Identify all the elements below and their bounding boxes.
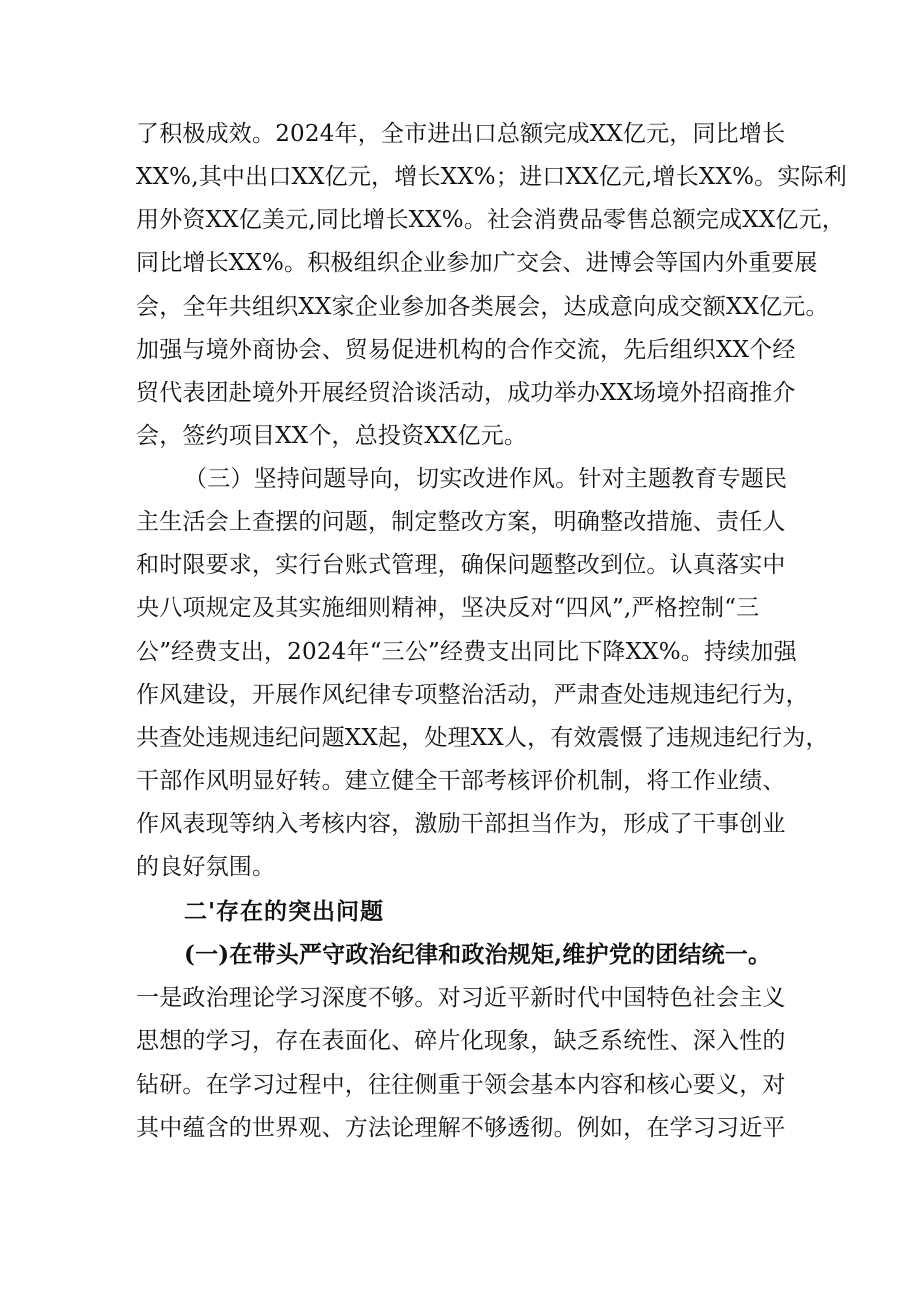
paragraph-line: 思想的学习，存在表面化、碎片化现象，缺乏系统性、深入性的 xyxy=(136,1028,786,1054)
paragraph-line: 的良好氛围。 xyxy=(136,854,276,880)
subsection-heading: (一)在带头严守政治纪律和政治规矩,维护党的团结统一。 xyxy=(184,941,772,968)
paragraph-line: 主生活会上查摆的问题，制定整改方案，明确整改措施、责任人 xyxy=(136,509,786,535)
paragraph-line: 同比增长XX%。积极组织企业参加广交会、进博会等国内外重要展 xyxy=(136,250,818,276)
paragraph-line: 了积极成效。2024年，全市进出口总额完成XX亿元，同比增长 xyxy=(136,121,786,147)
paragraph-line: 作风建设，开展作风纪律专项整治活动，严肃查处违规违纪行为， xyxy=(136,682,809,708)
paragraph-line: 加强与境外商协会、贸易促进机构的合作交流，先后组织XX个经 xyxy=(136,337,796,363)
paragraph-line: 和时限要求，实行台账式管理，确保问题整改到位。认真落实中 xyxy=(136,552,786,578)
section-heading: 二'存在的突出问题 xyxy=(184,898,385,925)
paragraph-line: 贸代表团赴境外开展经贸洽谈活动，成功举办XX场境外招商推介 xyxy=(136,380,796,406)
paragraph-line: 共查处违规违纪问题XX起，处理XX人，有效震慑了违规违纪行为， xyxy=(136,725,829,751)
paragraph-line: 会，全年共组织XX家企业参加各类展会，达成意向成交额XX亿元。 xyxy=(136,294,829,320)
section-three-first-line: （三）坚持问题导向，切实改进作风。针对主题教育专题民 xyxy=(184,466,788,492)
paragraph-line: 用外资XX亿美元,同比增长XX%。社会消费品零售总额完成XX亿元， xyxy=(136,207,846,233)
paragraph-line: 其中蕴含的世界观、方法论理解不够透彻。例如，在学习习近平 xyxy=(136,1115,786,1141)
paragraph-line: XX%,其中出口XX亿元，增长XX%；进口XX亿元,增长XX%。实际利 xyxy=(136,164,847,190)
paragraph-line: 钻研。在学习过程中，往往侧重于领会基本内容和核心要义，对 xyxy=(136,1072,786,1098)
paragraph-line: 干部作风明显好转。建立健全干部考核评价机制，将工作业绩、 xyxy=(136,768,786,794)
paragraph-line: 公”经费支出，2024年“三公”经费支出同比下降XX%。持续加强 xyxy=(136,639,797,665)
paragraph-line: 一是政治理论学习深度不够。对习近平新时代中国特色社会主义 xyxy=(136,985,786,1011)
paragraph-line: 央八项规定及其实施细则精神，坚决反对“四风”,严格控制“三 xyxy=(136,595,760,621)
paragraph-line: 会，签约项目XX个，总投资XX亿元。 xyxy=(136,423,528,449)
paragraph-line: 作风表现等纳入考核内容，激励干部担当作为，形成了干事创业 xyxy=(136,811,786,837)
